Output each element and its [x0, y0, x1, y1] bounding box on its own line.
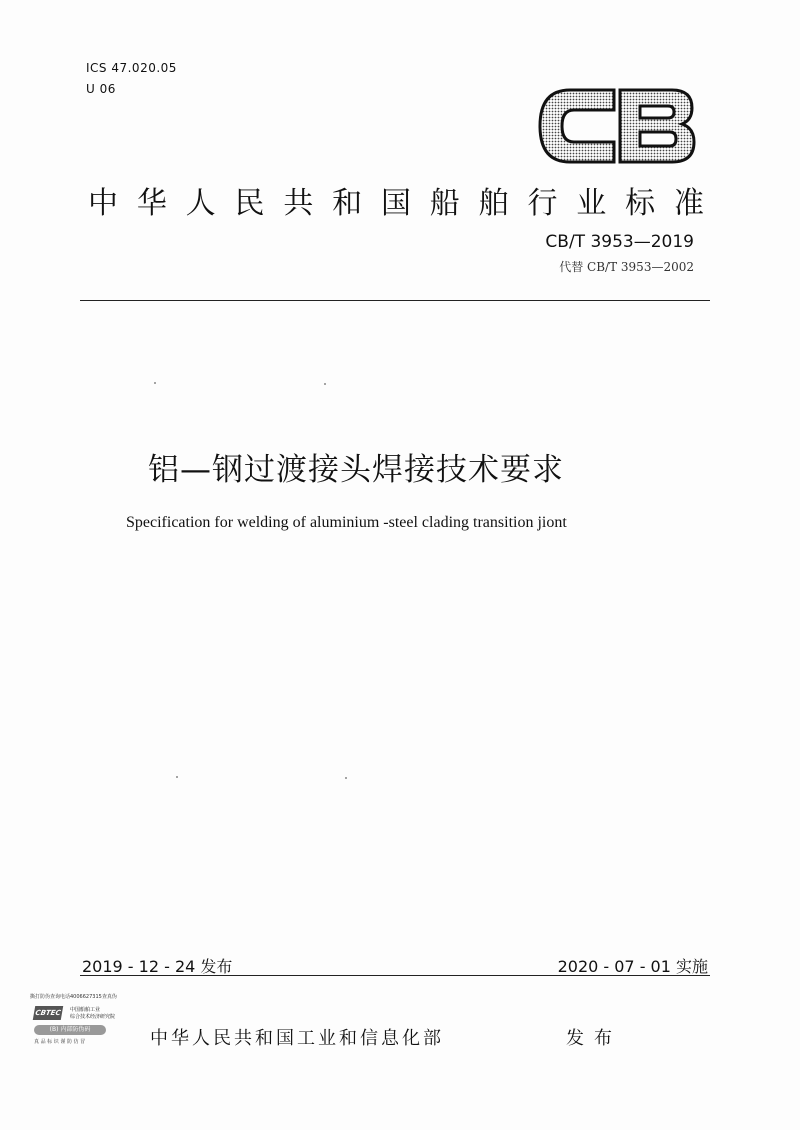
ics-code: ICS 47.020.05	[86, 61, 177, 75]
ics-classification	[86, 58, 177, 100]
stamp-org-line2: 综合技术经济研究院	[70, 1014, 116, 1020]
anti-counterfeit-stamp	[30, 994, 130, 1052]
logo-letter-b	[620, 90, 694, 162]
standard-title-char: 华	[136, 186, 167, 221]
standard-title-char: 共	[283, 186, 314, 221]
standard-title	[88, 178, 704, 222]
bottom-divider	[80, 975, 710, 976]
standard-title-char: 国	[380, 186, 411, 221]
replaces-standard: 代替 CB/T 3953—2002	[559, 260, 694, 274]
document-title-cn: 铝—钢过渡接头焊接技术要求	[148, 452, 564, 488]
stamp-org-line1: 中国船舶工业	[70, 1007, 101, 1013]
scan-speck	[176, 776, 178, 778]
implementation-date: 2020 - 07 - 01 实施	[557, 957, 708, 976]
standard-title-char: 民	[234, 186, 265, 221]
standard-title-char: 准	[673, 186, 704, 221]
stamp-badge: CBTEC	[33, 1006, 63, 1020]
scan-speck	[324, 383, 326, 385]
standard-title-char: 人	[185, 186, 216, 221]
stamp-hotline: 撕打防伪查询电话4006627315查真伪	[30, 994, 117, 1000]
logo-letter-c	[540, 90, 614, 162]
standard-title-char: 业	[576, 186, 607, 221]
standard-title-char: 行	[527, 186, 558, 221]
standard-title-char: 和	[332, 186, 363, 221]
scan-speck	[154, 382, 156, 384]
scan-speck	[345, 777, 347, 779]
standard-title-char: 中	[88, 186, 118, 221]
stamp-security-code: (B) 内部防伪码	[34, 1025, 106, 1035]
publisher-name: 中华人民共和国工业和信息化部	[150, 1028, 444, 1049]
standard-title-char: 标	[625, 186, 656, 221]
published-label: 发布	[566, 1028, 622, 1049]
standard-title-char: 船	[429, 186, 460, 221]
document-title-en: Specification for welding of aluminium -steel clading transition jiont	[126, 514, 567, 531]
cb-logo	[536, 86, 696, 166]
standard-title-char: 舶	[478, 186, 509, 221]
issue-date: 2019 - 12 - 24 发布	[82, 957, 233, 976]
top-divider	[80, 300, 710, 301]
category-code: U 06	[86, 82, 116, 96]
stamp-authentic-line: 真 品 标 识 谨 防 仿 冒	[34, 1039, 86, 1045]
standard-code: CB/T 3953—2019	[545, 232, 694, 252]
